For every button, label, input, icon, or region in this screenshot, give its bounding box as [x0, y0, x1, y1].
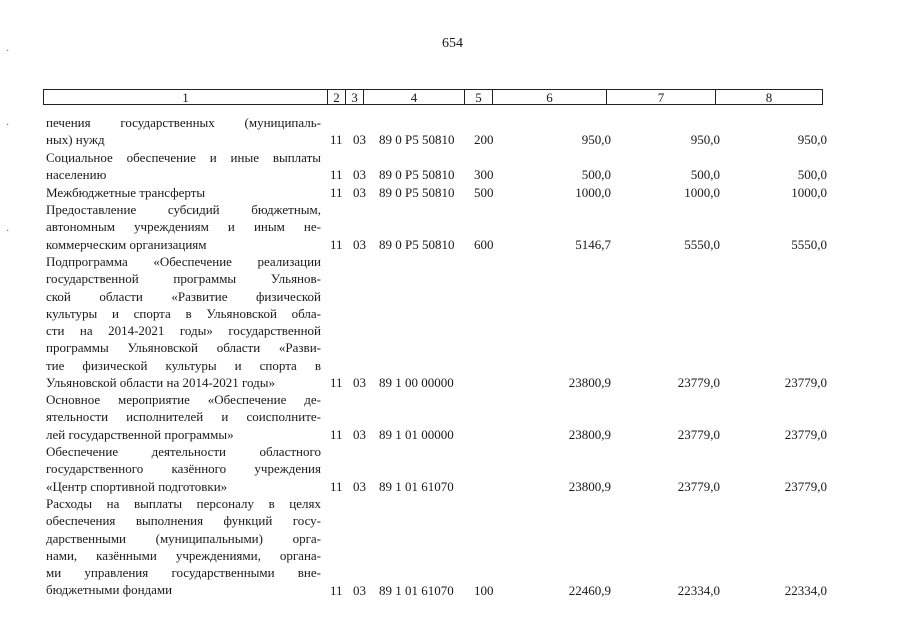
amount-col-8: 1000,0 [791, 185, 827, 200]
amount-col-6: 1000,0 [575, 185, 611, 200]
table-row [0, 114, 905, 149]
margin-mark: · [6, 46, 10, 57]
section-code: 11 [330, 582, 343, 598]
description-line: программы Ульяновской области «Разви- [46, 340, 321, 356]
description-line: печения государственных (муниципаль- [46, 115, 321, 130]
description-line: обеспечения выполнения функций госу- [46, 513, 321, 529]
subsection-code: 03 [353, 185, 366, 200]
description-line: государственной программы Ульянов- [46, 271, 321, 287]
amount-col-6: 22460,9 [568, 582, 611, 598]
amount-col-6: 23800,9 [568, 478, 611, 494]
description-line: Подпрограмма «Обеспечение реализации [46, 254, 321, 269]
row-description [46, 149, 321, 184]
target-article-code: 89 0 Р5 50810 [379, 132, 455, 148]
expense-type-code: 500 [474, 185, 494, 200]
amount-col-7: 23779,0 [677, 426, 720, 442]
description-line: «Центр спортивной подготовки» [46, 478, 228, 494]
target-article-code: 89 1 01 00000 [379, 426, 454, 442]
expense-type-code: 100 [474, 582, 494, 598]
row-description [46, 391, 321, 443]
description-line: ных) нужд [46, 132, 105, 148]
row-description [46, 495, 321, 599]
section-code: 11 [330, 132, 343, 148]
target-article-code: 89 0 Р5 50810 [379, 167, 455, 183]
subsection-code: 03 [353, 375, 366, 391]
description-line: тие физической культуры и спорта в [46, 357, 321, 373]
subsection-code: 03 [353, 167, 366, 183]
table-row [0, 149, 905, 184]
subsection-code: 03 [353, 236, 366, 252]
amount-col-6: 23800,9 [568, 426, 611, 442]
amount-col-8: 500,0 [797, 167, 827, 183]
description-line: Межбюджетные трансферты [46, 185, 206, 200]
section-code: 11 [330, 426, 343, 442]
section-code: 11 [330, 236, 343, 252]
table-row [0, 495, 905, 599]
description-line: населению [46, 167, 107, 183]
section-code: 11 [330, 185, 343, 200]
amount-col-7: 1000,0 [684, 185, 720, 200]
amount-col-8: 950,0 [797, 132, 827, 148]
amount-col-8: 23779,0 [784, 375, 827, 391]
margin-mark: · [6, 226, 10, 237]
expense-type-code: 200 [474, 132, 494, 148]
subsection-code: 03 [353, 582, 366, 598]
amount-col-8: 23779,0 [784, 426, 827, 442]
description-line: Ульяновской области на 2014-2021 годы» [46, 375, 276, 391]
page-number: 654 [442, 36, 463, 51]
expense-type-code: 600 [474, 236, 494, 252]
description-line: коммерческим организациям [46, 236, 207, 252]
table-row [0, 391, 905, 443]
row-description [46, 114, 321, 149]
description-line: дарственными (муниципальными) орга- [46, 530, 321, 546]
target-article-code: 89 1 00 00000 [379, 375, 454, 391]
description-line: ми управления государственными вне- [46, 565, 321, 581]
margin-mark: · [6, 120, 10, 131]
target-article-code: 89 0 Р5 50810 [379, 185, 455, 200]
description-line: Социальное обеспечение и иные выплаты [46, 150, 321, 165]
section-code: 11 [330, 478, 343, 494]
table-row [0, 253, 905, 391]
row-description [46, 253, 321, 391]
header-col-4: 4 [364, 90, 465, 105]
section-code: 11 [330, 167, 343, 183]
description-line: Предоставление субсидий бюджетным, [46, 202, 321, 217]
row-description [46, 184, 321, 201]
row-description [46, 443, 321, 495]
amount-col-7: 950,0 [690, 132, 720, 148]
amount-col-6: 23800,9 [568, 375, 611, 391]
column-header-row [43, 89, 823, 105]
description-line: нами, казёнными учреждениями, органа- [46, 547, 321, 563]
section-code: 11 [330, 375, 343, 391]
row-description [46, 201, 321, 253]
amount-col-7: 500,0 [690, 167, 720, 183]
description-line: ской области «Развитие физической [46, 288, 321, 304]
amount-col-6: 5146,7 [575, 236, 611, 252]
amount-col-7: 23779,0 [677, 375, 720, 391]
amount-col-8: 5550,0 [791, 236, 827, 252]
header-col-5: 5 [465, 90, 493, 105]
description-line: ятельности исполнителей и соисполните- [46, 409, 321, 425]
subsection-code: 03 [353, 426, 366, 442]
description-line: бюджетными фондами [46, 582, 173, 598]
description-line: сти на 2014-2021 годы» государственной [46, 323, 321, 339]
description-line: лей государственной программы» [46, 426, 234, 442]
header-col-3: 3 [346, 90, 364, 105]
amount-col-8: 23779,0 [784, 478, 827, 494]
description-line: Расходы на выплаты персоналу в целях [46, 496, 321, 511]
amount-col-7: 5550,0 [684, 236, 720, 252]
description-line: культуры и спорта в Ульяновской обла- [46, 305, 321, 321]
target-article-code: 89 0 Р5 50810 [379, 236, 455, 252]
header-col-6: 6 [493, 90, 607, 105]
header-col-7: 7 [607, 90, 716, 105]
amount-col-8: 22334,0 [784, 582, 827, 598]
amount-col-7: 23779,0 [677, 478, 720, 494]
table-row [0, 201, 905, 253]
description-line: Обеспечение деятельности областного [46, 444, 321, 459]
header-col-1: 1 [44, 90, 328, 105]
target-article-code: 89 1 01 61070 [379, 478, 454, 494]
table-row [0, 443, 905, 495]
description-line: Основное мероприятие «Обеспечение де- [46, 392, 321, 407]
target-article-code: 89 1 01 61070 [379, 582, 454, 598]
amount-col-7: 22334,0 [677, 582, 720, 598]
subsection-code: 03 [353, 478, 366, 494]
amount-col-6: 500,0 [581, 167, 611, 183]
description-line: автономным учреждениям и иным не- [46, 219, 321, 235]
table-row [0, 184, 905, 201]
amount-col-6: 950,0 [581, 132, 611, 148]
subsection-code: 03 [353, 132, 366, 148]
header-col-8: 8 [716, 90, 823, 105]
header-col-2: 2 [328, 90, 346, 105]
expense-type-code: 300 [474, 167, 494, 183]
description-line: государственного казённого учреждения [46, 461, 321, 477]
